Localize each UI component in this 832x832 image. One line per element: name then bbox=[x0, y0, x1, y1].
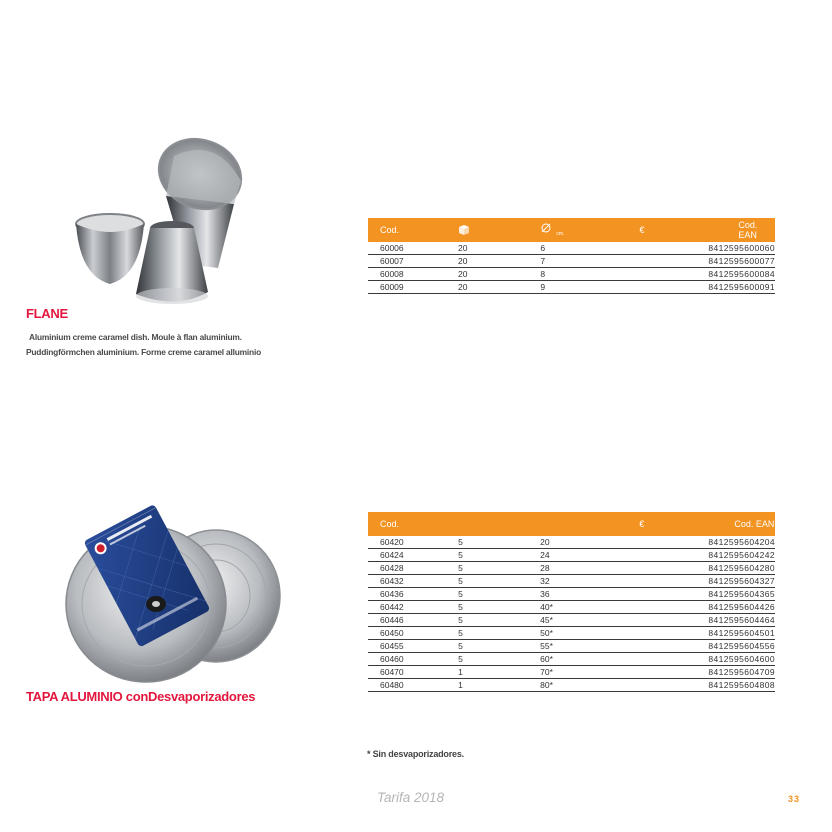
cell-price bbox=[629, 679, 698, 692]
cell-cod: 60455 bbox=[368, 640, 446, 653]
cell-units: 20 bbox=[446, 268, 528, 281]
flanes-table-body bbox=[368, 242, 775, 294]
cell-size: 45* bbox=[528, 614, 629, 627]
table-row bbox=[368, 575, 775, 588]
cell-size: 36 bbox=[528, 588, 629, 601]
table-row bbox=[368, 653, 775, 666]
cell-units: 20 bbox=[446, 255, 528, 268]
cell-ean: 8412595600077 bbox=[698, 255, 775, 268]
cell-size: 28 bbox=[528, 562, 629, 575]
cell-ean: 8412595600091 bbox=[698, 281, 775, 294]
header-size bbox=[528, 218, 629, 242]
cell-cod: 60420 bbox=[368, 536, 446, 549]
tapa-product-image bbox=[60, 486, 282, 684]
cell-price bbox=[629, 653, 698, 666]
page-number: 33 bbox=[788, 794, 801, 804]
cell-cod: 60446 bbox=[368, 614, 446, 627]
header-size-unit: cm. bbox=[556, 231, 565, 237]
cell-price bbox=[629, 281, 698, 294]
cell-cod: 60007 bbox=[368, 255, 446, 268]
catalog-footer: Tarifa 2018 bbox=[377, 790, 445, 805]
cell-ean: 8412595604327 bbox=[698, 575, 775, 588]
table-row bbox=[368, 614, 775, 627]
flanes-product-image bbox=[66, 126, 252, 312]
cell-price bbox=[629, 601, 698, 614]
cell-size: 40* bbox=[528, 601, 629, 614]
cell-price bbox=[629, 627, 698, 640]
flanes-description-line2: Puddingförmchen aluminium. Forme creme caramel alluminio bbox=[26, 347, 261, 357]
cell-price bbox=[629, 562, 698, 575]
cell-price bbox=[629, 549, 698, 562]
cell-size: 60* bbox=[528, 653, 629, 666]
header-cod: Cod. bbox=[368, 512, 446, 536]
table-header-row bbox=[368, 512, 775, 536]
header-cod: Cod. bbox=[368, 218, 446, 242]
cell-ean: 8412595604464 bbox=[698, 614, 775, 627]
cell-ean: 8412595604204 bbox=[698, 536, 775, 549]
table-row bbox=[368, 588, 775, 601]
cell-units: 5 bbox=[446, 536, 528, 549]
cell-size: 8 bbox=[528, 268, 629, 281]
tapa-title: TAPA ALUMINIO conDesvaporizadores bbox=[26, 689, 256, 704]
cell-size: 70* bbox=[528, 666, 629, 679]
cell-price bbox=[629, 614, 698, 627]
tapa-price-table bbox=[368, 512, 775, 692]
table-row bbox=[368, 255, 775, 268]
cell-size: 50* bbox=[528, 627, 629, 640]
header-units bbox=[446, 512, 528, 536]
cell-units: 20 bbox=[446, 281, 528, 294]
cell-ean: 8412595604280 bbox=[698, 562, 775, 575]
table-row bbox=[368, 666, 775, 679]
cell-ean: 8412595604426 bbox=[698, 601, 775, 614]
cell-units: 1 bbox=[446, 679, 528, 692]
cell-cod: 60436 bbox=[368, 588, 446, 601]
cell-cod: 60428 bbox=[368, 562, 446, 575]
diameter-cm-icon bbox=[540, 223, 556, 237]
table-row bbox=[368, 536, 775, 549]
box-icon bbox=[458, 225, 470, 236]
cell-ean: 8412595604556 bbox=[698, 640, 775, 653]
cell-units: 5 bbox=[446, 640, 528, 653]
cell-units: 5 bbox=[446, 614, 528, 627]
header-ean: Cod. EAN bbox=[698, 512, 775, 536]
cell-units: 5 bbox=[446, 653, 528, 666]
footnote: * Sin desvaporizadores. bbox=[367, 749, 464, 759]
cell-units: 5 bbox=[446, 588, 528, 601]
header-ean: Cod. EAN bbox=[698, 218, 775, 242]
table-row bbox=[368, 242, 775, 255]
cell-cod: 60450 bbox=[368, 627, 446, 640]
cell-size: 7 bbox=[528, 255, 629, 268]
cell-price bbox=[629, 666, 698, 679]
table-row bbox=[368, 679, 775, 692]
cell-ean: 8412595604501 bbox=[698, 627, 775, 640]
cell-cod: 60470 bbox=[368, 666, 446, 679]
cell-cod: 60424 bbox=[368, 549, 446, 562]
cell-units: 5 bbox=[446, 627, 528, 640]
flanes-price-table bbox=[368, 218, 775, 294]
header-units bbox=[446, 218, 528, 242]
cell-ean: 8412595604242 bbox=[698, 549, 775, 562]
cell-ean: 8412595604365 bbox=[698, 588, 775, 601]
cell-cod: 60442 bbox=[368, 601, 446, 614]
cell-ean: 8412595604600 bbox=[698, 653, 775, 666]
table-header-row bbox=[368, 218, 775, 242]
cell-ean: 8412595600060 bbox=[698, 242, 775, 255]
table-row bbox=[368, 601, 775, 614]
cell-size: 55* bbox=[528, 640, 629, 653]
cell-cod: 60480 bbox=[368, 679, 446, 692]
cell-size: 9 bbox=[528, 281, 629, 294]
cell-price bbox=[629, 640, 698, 653]
cell-units: 5 bbox=[446, 575, 528, 588]
cell-units: 20 bbox=[446, 242, 528, 255]
cell-size: 24 bbox=[528, 549, 629, 562]
table-row bbox=[368, 640, 775, 653]
cell-cod: 60009 bbox=[368, 281, 446, 294]
cell-price bbox=[629, 536, 698, 549]
cell-size: 80* bbox=[528, 679, 629, 692]
cell-price bbox=[629, 255, 698, 268]
table-row bbox=[368, 627, 775, 640]
cell-price bbox=[629, 575, 698, 588]
cell-ean: 8412595604808 bbox=[698, 679, 775, 692]
cell-units: 1 bbox=[446, 666, 528, 679]
cell-cod: 60006 bbox=[368, 242, 446, 255]
header-price: € bbox=[629, 218, 698, 242]
cell-price bbox=[629, 242, 698, 255]
flanes-description-line1: Aluminium creme caramel dish. Moule à flan aluminium. bbox=[29, 332, 242, 342]
cell-cod: 60432 bbox=[368, 575, 446, 588]
cell-size: 32 bbox=[528, 575, 629, 588]
cell-units: 5 bbox=[446, 601, 528, 614]
tapa-table-body bbox=[368, 536, 775, 692]
cell-units: 5 bbox=[446, 562, 528, 575]
cell-cod: 60460 bbox=[368, 653, 446, 666]
flanes-title: FLANE bbox=[26, 306, 68, 321]
cell-size: 6 bbox=[528, 242, 629, 255]
header-size bbox=[528, 512, 629, 536]
cell-ean: 8412595604709 bbox=[698, 666, 775, 679]
header-price: € bbox=[629, 512, 698, 536]
cell-ean: 8412595600084 bbox=[698, 268, 775, 281]
table-row bbox=[368, 549, 775, 562]
table-row bbox=[368, 562, 775, 575]
cell-units: 5 bbox=[446, 549, 528, 562]
cell-price bbox=[629, 588, 698, 601]
cell-size: 20 bbox=[528, 536, 629, 549]
cell-price bbox=[629, 268, 698, 281]
table-row bbox=[368, 268, 775, 281]
cell-cod: 60008 bbox=[368, 268, 446, 281]
table-row bbox=[368, 281, 775, 294]
